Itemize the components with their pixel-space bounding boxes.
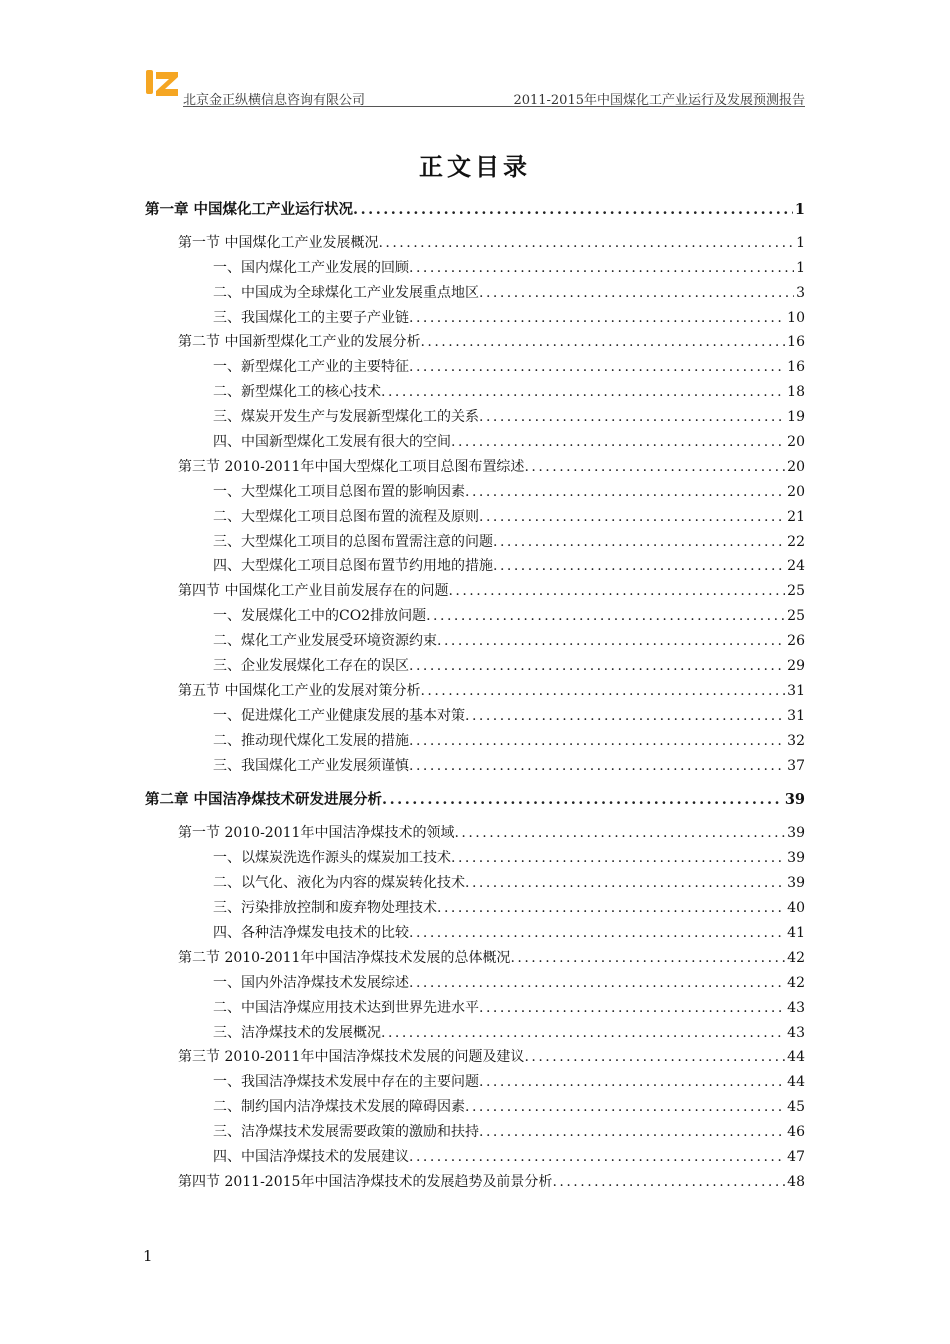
toc-item[interactable]: 三、污染排放控制和废弃物处理技术 ..... 40 (145, 897, 805, 922)
toc-item[interactable]: 一、发展煤化工中的CO2排放问题 ..... 25 (145, 605, 805, 630)
toc-chapter[interactable]: 第一章 中国煤化工产业运行状况 ..... 1 (145, 198, 805, 223)
toc-item[interactable]: 一、大型煤化工项目总图布置的影响因素 ..... 20 (145, 481, 805, 506)
toc-item[interactable]: 三、煤炭开发生产与发展新型煤化工的关系 ..... 19 (145, 406, 805, 431)
toc-item[interactable]: 一、促进煤化工产业健康发展的基本对策 ..... 31 (145, 705, 805, 730)
toc-item[interactable]: 四、大型煤化工项目总图布置节约用地的措施 ..... 24 (145, 555, 805, 580)
toc-section[interactable]: 第一节 2010-2011年中国洁净煤技术的领域 ..... 39 (145, 822, 805, 847)
toc-item[interactable]: 三、企业发展煤化工存在的误区 ..... 29 (145, 655, 805, 680)
toc-section[interactable]: 第一节 中国煤化工产业发展概况 ..... 1 (145, 232, 805, 257)
page-number: 1 (143, 1247, 153, 1265)
toc-item[interactable]: 二、中国成为全球煤化工产业发展重点地区 ..... 3 (145, 282, 805, 307)
toc-item[interactable]: 二、大型煤化工项目总图布置的流程及原则 ..... 21 (145, 506, 805, 531)
toc-item[interactable]: 二、以气化、液化为内容的煤炭转化技术 ..... 39 (145, 872, 805, 897)
toc-item[interactable]: 四、各种洁净煤发电技术的比较 ..... 41 (145, 922, 805, 947)
toc-item[interactable]: 四、中国洁净煤技术的发展建议 ..... 47 (145, 1146, 805, 1171)
toc-section[interactable]: 第二节 2010-2011年中国洁净煤技术发展的总体概况 ..... 42 (145, 947, 805, 972)
toc-item[interactable]: 二、推动现代煤化工发展的措施 ..... 32 (145, 730, 805, 755)
toc-title: 正文目录 (419, 152, 531, 181)
page-header (145, 68, 805, 108)
toc-item[interactable]: 一、国内煤化工产业发展的回顾 ..... 1 (145, 257, 805, 282)
toc-item[interactable]: 二、制约国内洁净煤技术发展的障碍因素 ..... 45 (145, 1096, 805, 1121)
toc-item[interactable]: 一、以煤炭洗选作源头的煤炭加工技术 ..... 39 (145, 847, 805, 872)
toc-item[interactable]: 三、洁净煤技术发展需要政策的激励和扶持 ..... 46 (145, 1121, 805, 1146)
toc-item[interactable]: 三、我国煤化工产业发展须谨慎 ..... 37 (145, 755, 805, 780)
company-name: 北京金正纵横信息咨询有限公司 (183, 93, 366, 108)
toc-item[interactable]: 一、国内外洁净煤技术发展综述 ..... 42 (145, 972, 805, 997)
toc-item[interactable]: 三、大型煤化工项目的总图布置需注意的问题 ..... 22 (145, 531, 805, 556)
toc-section[interactable]: 第五节 中国煤化工产业的发展对策分析 ..... 31 (145, 680, 805, 705)
toc-chapter[interactable]: 第二章 中国洁净煤技术研发进展分析 ..... 39 (145, 788, 805, 813)
header-divider (183, 106, 805, 107)
toc-item[interactable]: 二、中国洁净煤应用技术达到世界先进水平 ..... 43 (145, 997, 805, 1022)
report-title: 2011-2015年中国煤化工产业运行及发展预测报告 (513, 93, 805, 108)
toc-section[interactable]: 第二节 中国新型煤化工产业的发展分析 ..... 16 (145, 331, 805, 356)
toc-item[interactable]: 一、新型煤化工产业的主要特征 ..... 16 (145, 356, 805, 381)
toc-item[interactable]: 四、中国新型煤化工发展有很大的空间 ..... 20 (145, 431, 805, 456)
iz-logo-icon (145, 68, 181, 100)
toc-section[interactable]: 第三节 2010-2011年中国大型煤化工项目总图布置综述 ..... 20 (145, 456, 805, 481)
toc-section[interactable]: 第四节 2011-2015年中国洁净煤技术的发展趋势及前景分析 ..... 48 (145, 1171, 805, 1196)
toc-item[interactable]: 二、煤化工产业发展受环境资源约束 ..... 26 (145, 630, 805, 655)
toc-section[interactable]: 第三节 2010-2011年中国洁净煤技术发展的问题及建议 ..... 44 (145, 1046, 805, 1071)
toc-item[interactable]: 三、我国煤化工的主要子产业链 ..... 10 (145, 307, 805, 332)
table-of-contents (145, 198, 805, 1196)
toc-item[interactable]: 三、洁净煤技术的发展概况 ..... 43 (145, 1022, 805, 1047)
toc-item[interactable]: 一、我国洁净煤技术发展中存在的主要问题 ..... 44 (145, 1071, 805, 1096)
toc-section[interactable]: 第四节 中国煤化工产业目前发展存在的问题 ..... 25 (145, 580, 805, 605)
toc-item[interactable]: 二、新型煤化工的核心技术 ..... 18 (145, 381, 805, 406)
